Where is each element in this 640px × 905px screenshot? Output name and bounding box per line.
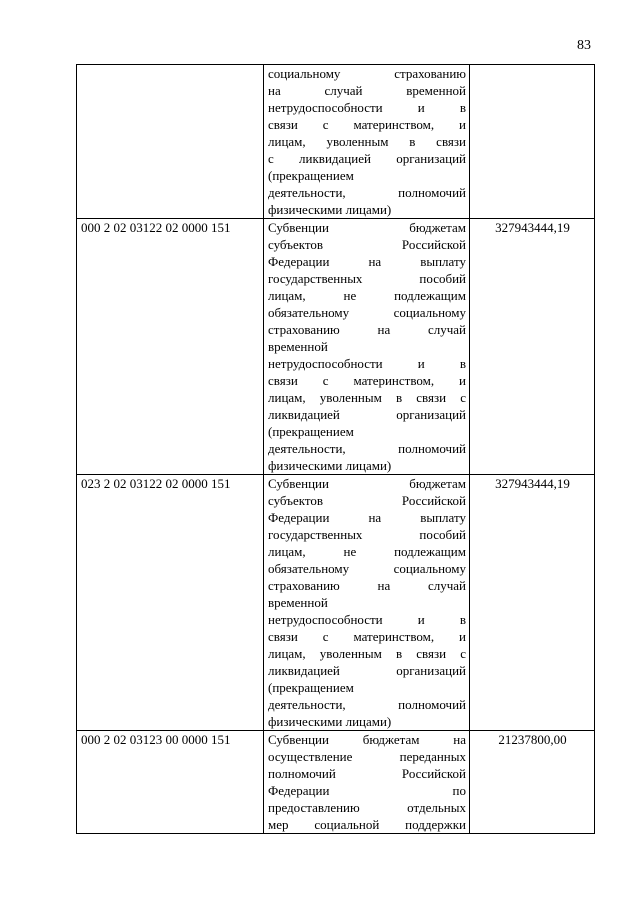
description-cell — [264, 219, 470, 475]
description-line: нетрудоспособности и в — [268, 356, 466, 371]
description-line: полномочий Российской — [268, 766, 466, 781]
description-line: связи с материнством, и — [268, 117, 466, 132]
description-line: на случай временной — [268, 83, 466, 98]
description-line: деятельности, полномочий — [268, 441, 466, 456]
page-number: 83 — [577, 38, 591, 53]
budget-code-cell: 023 2 02 03122 02 0000 151 — [77, 475, 264, 731]
description-line: государственных пособий — [268, 271, 466, 286]
description-line: с ликвидацией организаций — [268, 151, 466, 166]
description-line: (прекращением — [268, 680, 354, 695]
description-line: страхованию на случай — [268, 578, 466, 593]
description-line: физическими лицами) — [268, 458, 392, 473]
amount-cell: 21237800,00 — [470, 731, 595, 834]
description-line: лицам, уволенным в связи с — [268, 390, 466, 405]
description-line: обязательному социальному — [268, 561, 466, 576]
description-line: временной — [268, 595, 328, 610]
budget-code-cell: 000 2 02 03122 02 0000 151 — [77, 219, 264, 475]
description-line: лицам, уволенным в связи — [268, 134, 466, 149]
description-line: ликвидацией организаций — [268, 407, 466, 422]
amount-cell — [470, 65, 595, 219]
amount-cell: 327943444,19 — [470, 219, 595, 475]
description-cell — [264, 731, 470, 834]
budget-code-cell: 000 2 02 03123 00 0000 151 — [77, 731, 264, 834]
description-line: Субвенции бюджетам — [268, 476, 466, 491]
amount-cell: 327943444,19 — [470, 475, 595, 731]
description-line: Субвенции бюджетам — [268, 220, 466, 235]
description-line: (прекращением — [268, 168, 354, 183]
description-line: нетрудоспособности и в — [268, 100, 466, 115]
table-row — [77, 475, 595, 731]
table-row — [77, 65, 595, 219]
description-line: лицам, уволенным в связи с — [268, 646, 466, 661]
description-line: осуществление переданных — [268, 749, 466, 764]
description-line: Субвенции бюджетам на — [268, 732, 466, 747]
description-line: субъектов Российской — [268, 493, 466, 508]
description-line: связи с материнством, и — [268, 373, 466, 388]
description-line: ликвидацией организаций — [268, 663, 466, 678]
description-line: деятельности, полномочий — [268, 185, 466, 200]
description-line: связи с материнством, и — [268, 629, 466, 644]
description-cell — [264, 475, 470, 731]
table-row — [77, 731, 595, 834]
description-line: физическими лицами) — [268, 714, 392, 729]
description-line: Федерации по — [268, 783, 466, 798]
description-line: государственных пособий — [268, 527, 466, 542]
description-line: мер социальной поддержки — [268, 817, 466, 832]
description-line: Федерации на выплату — [268, 510, 466, 525]
description-line: субъектов Российской — [268, 237, 466, 252]
description-line: лицам, не подлежащим — [268, 544, 466, 559]
description-line: временной — [268, 339, 328, 354]
table-row — [77, 219, 595, 475]
description-line: страхованию на случай — [268, 322, 466, 337]
description-line: физическими лицами) — [268, 202, 392, 217]
description-line: предоставлению отдельных — [268, 800, 466, 815]
description-line: обязательному социальному — [268, 305, 466, 320]
description-line: нетрудоспособности и в — [268, 612, 466, 627]
table-body — [77, 65, 595, 834]
description-line: лицам, не подлежащим — [268, 288, 466, 303]
description-line: деятельности, полномочий — [268, 697, 466, 712]
description-line: социальному страхованию — [268, 66, 466, 81]
budget-code-cell — [77, 65, 264, 219]
description-line: (прекращением — [268, 424, 354, 439]
description-cell — [264, 65, 470, 219]
description-line: Федерации на выплату — [268, 254, 466, 269]
budget-revenue-table — [76, 64, 595, 834]
